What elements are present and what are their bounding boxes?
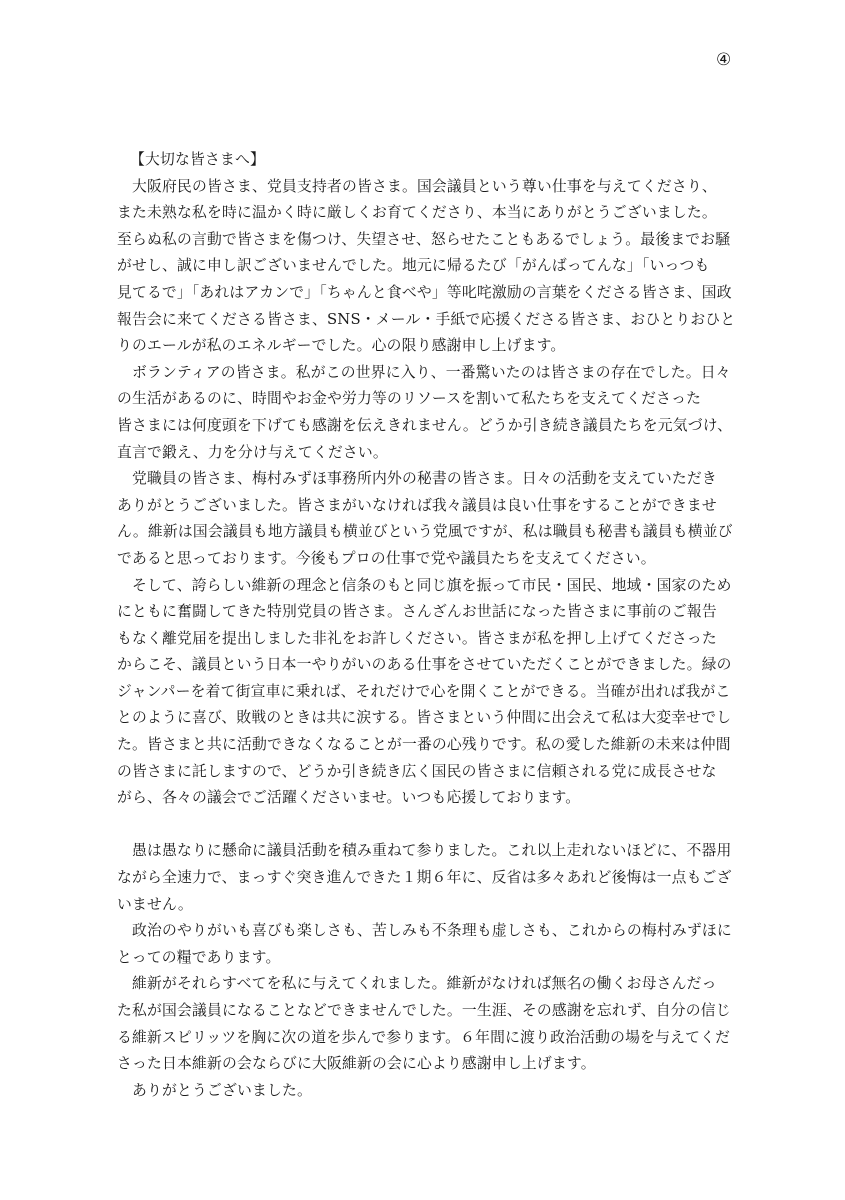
- text-line: 報告会に来てくださる皆さま、SNS・メール・手紙で応援くださる皆さま、おひとりおひと: [117, 310, 736, 328]
- text-line: の生活があるのに、時間やお金や労力等のリソースを割いて私たちを支えてくださった: [117, 390, 702, 408]
- text-line: ながら全速力で、まっすぐ突き進んできた１期６年に、反省は多々あれど後悔は一点もござ: [117, 869, 732, 887]
- text-line: 直言で鍛え、力を分け与えてください。: [117, 443, 388, 461]
- text-line: ありがとうございました。皆さまがいなければ我々議員は良い仕事をすることができませ: [117, 496, 717, 514]
- text-line: 愚は愚なりに懸命に議員活動を積み重ねて参りました。これ以上走れないほどに、不器用: [117, 842, 732, 860]
- text-line: 政治のやりがいも喜びも楽しさも、苦しみも不条理も虚しさも、これからの梅村みずほに: [117, 922, 732, 940]
- text-line: ジャンパーを着て街宣車に乗れば、それだけで心を開くことができる。当確が出れば我がこ: [117, 682, 731, 700]
- letter-heading: 【大切な皆さまへ】: [130, 151, 265, 168]
- text-line: 皆さまには何度頭を下げても感謝を伝えきれません。どうか引き続き議員たちを元気づけ、: [117, 416, 733, 434]
- text-line: た私が国会議員になることなどできませんでした。一生涯、その感謝を忘れず、自分の信じ: [117, 1002, 731, 1019]
- paragraph-gap: [117, 812, 731, 839]
- text-line: 至らぬ私の言動で皆さまを傷つけ、失望させ、怒らせたこともあるでしょう。最後までお騒: [117, 230, 731, 248]
- text-line: の皆さまに託しますので、どうか引き続き広く国民の皆さまに信頼される党に成長させな: [117, 762, 717, 780]
- letter-body: [117, 147, 736, 1104]
- text-line: とのように喜び、敗戦のときは共に涙する。皆さまという仲間に出会えて私は大変幸せでし: [117, 709, 732, 727]
- text-line: からこそ、議員という日本一やりがいのある仕事をさせていただくことができました。緑の: [117, 656, 732, 674]
- text-line: いません。: [117, 895, 193, 913]
- text-line: りのエールが私のエネルギーでした。心の限り感謝申し上げます。: [117, 337, 566, 355]
- page-number: ④: [716, 50, 732, 70]
- text-line: 維新がそれらすべてを私に与えてくれました。維新がなければ無名の働くお母さんだっ: [117, 975, 717, 993]
- text-line: 党職員の皆さま、梅村みずほ事務所内外の秘書の皆さま。日々の活動を支えていただき: [117, 470, 717, 488]
- text-line: 大阪府民の皆さま、党員支持者の皆さま。国会議員という尊い仕事を与えてくださり、: [117, 177, 717, 195]
- text-line: もなく離党届を提出しました非礼をお許しください。皆さまが私を押し上げてくださった: [117, 629, 717, 647]
- text-line: であると思っております。今後もプロの仕事で党や議員たちを支えてください。: [117, 549, 656, 567]
- text-line: さった日本維新の会ならびに大阪維新の会に心より感謝申し上げます。: [117, 1055, 596, 1073]
- text-line: そして、誇らしい維新の理念と信条のもと同じ旗を振って市民・国民、地域・国家のため: [117, 576, 732, 594]
- section-2: [117, 838, 731, 1104]
- text-line: また未熟な私を時に温かく時に厳しくお育てくださり、本当にありがとうございました。: [117, 204, 717, 222]
- text-line: がら、各々の議会でご活躍くださいませ。いつも応援しております。: [117, 789, 581, 807]
- text-line: た。皆さまと共に活動できなくなることが一番の心残りです。私の愛した維新の未来は仲間: [117, 736, 731, 754]
- text-line: ありがとうございました。: [117, 1081, 312, 1099]
- text-line: 見てるで」「あれはアカンで」「ちゃんと食べや」等叱咤激励の言葉をくださる皆さま、国政: [117, 283, 732, 301]
- text-line: ん。維新は国会議員も地方議員も横並びという党風ですが、私は職員も秘書も議員も横並び: [117, 523, 733, 541]
- text-line: がせし、誠に申し訳ございませんでした。地元に帰るたび「がんばってんな」「いっつも: [117, 257, 710, 275]
- text-line: ボランティアの皆さま。私がこの世界に入り、一番驚いたのは皆さまの存在でした。日々: [117, 363, 731, 381]
- section-1: [117, 174, 736, 812]
- text-line: とっての糧であります。: [117, 948, 281, 966]
- text-line: にともに奮闘してきた特別党員の皆さま。さんざんお世話になった皆さまに事前のご報告: [117, 603, 717, 621]
- text-line: る維新スピリッツを胸に次の道を歩んで参ります。６年間に渡り政治活動の場を与えてくだ: [117, 1028, 731, 1046]
